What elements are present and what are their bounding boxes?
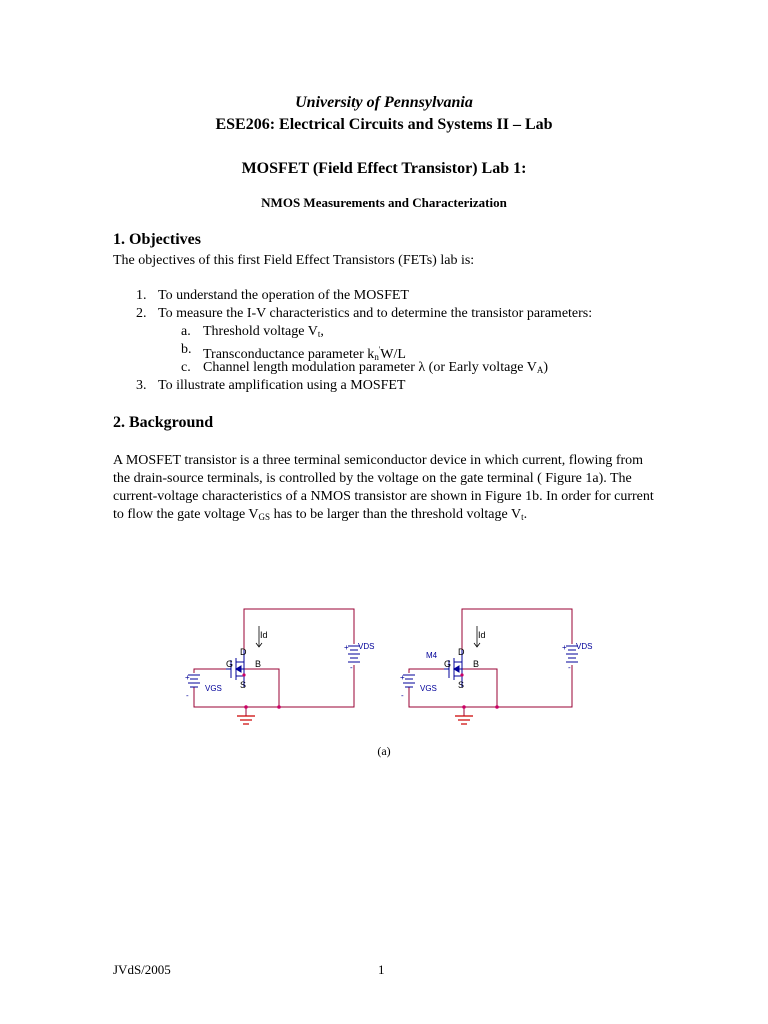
lab-subtitle: NMOS Measurements and Characterization xyxy=(261,195,507,210)
label-id: Id xyxy=(260,630,268,640)
circuit-right xyxy=(400,609,592,724)
label-device-name: M4 xyxy=(426,651,438,660)
background-heading: 2. Background xyxy=(113,414,214,431)
label-body: B xyxy=(255,659,262,669)
label-vds: VDS xyxy=(358,642,375,651)
label-vgs: VGS xyxy=(205,684,222,693)
label-vgs: VGS xyxy=(420,684,437,693)
label-plus: + xyxy=(185,673,190,682)
label-minus: - xyxy=(568,663,571,672)
label-plus: + xyxy=(344,643,349,652)
label-gate: G xyxy=(226,659,234,669)
circuit-figure xyxy=(176,600,596,730)
label-drain: D xyxy=(240,647,247,657)
label-plus: + xyxy=(400,673,405,682)
label-id: Id xyxy=(478,630,486,640)
label-source: S xyxy=(240,680,247,690)
footer-author: JVdS/2005 xyxy=(113,962,171,977)
label-drain: D xyxy=(458,647,465,657)
university-name: University of Pennsylvania xyxy=(295,94,473,111)
label-minus: - xyxy=(350,663,353,672)
objectives-heading: 1. Objectives xyxy=(113,231,201,248)
label-body: B xyxy=(473,659,480,669)
lab-title: MOSFET (Field Effect Transistor) Lab 1: xyxy=(241,160,527,177)
background-paragraph: A MOSFET transistor is a three terminal semiconductor device in which current, flowing from the drain-source terminals, is controlled by the voltage on the gate terminal ( Figure 1a). The current-voltage characteristics of a NMOS transistor are shown in Figure 1b. In order for current to flow the gate voltage $V_{GS}$ has to be larger than the threshold voltage $V_t$. xyxy=(113,453,654,522)
objectives-intro: The objectives of this first Field Effect Transistors (FETs) lab is: xyxy=(113,253,475,268)
label-vds: VDS xyxy=(576,642,593,651)
label-source: S xyxy=(458,680,465,690)
label-gate: G xyxy=(444,659,452,669)
page-number: 1 xyxy=(378,962,385,977)
label-plus: + xyxy=(562,643,567,652)
label-minus: - xyxy=(401,691,404,700)
course-title: ESE206: Electrical Circuits and Systems II – Lab xyxy=(215,116,553,133)
label-minus: - xyxy=(186,691,189,700)
figure-caption: (a) xyxy=(377,744,391,758)
circuit-left xyxy=(185,609,374,724)
